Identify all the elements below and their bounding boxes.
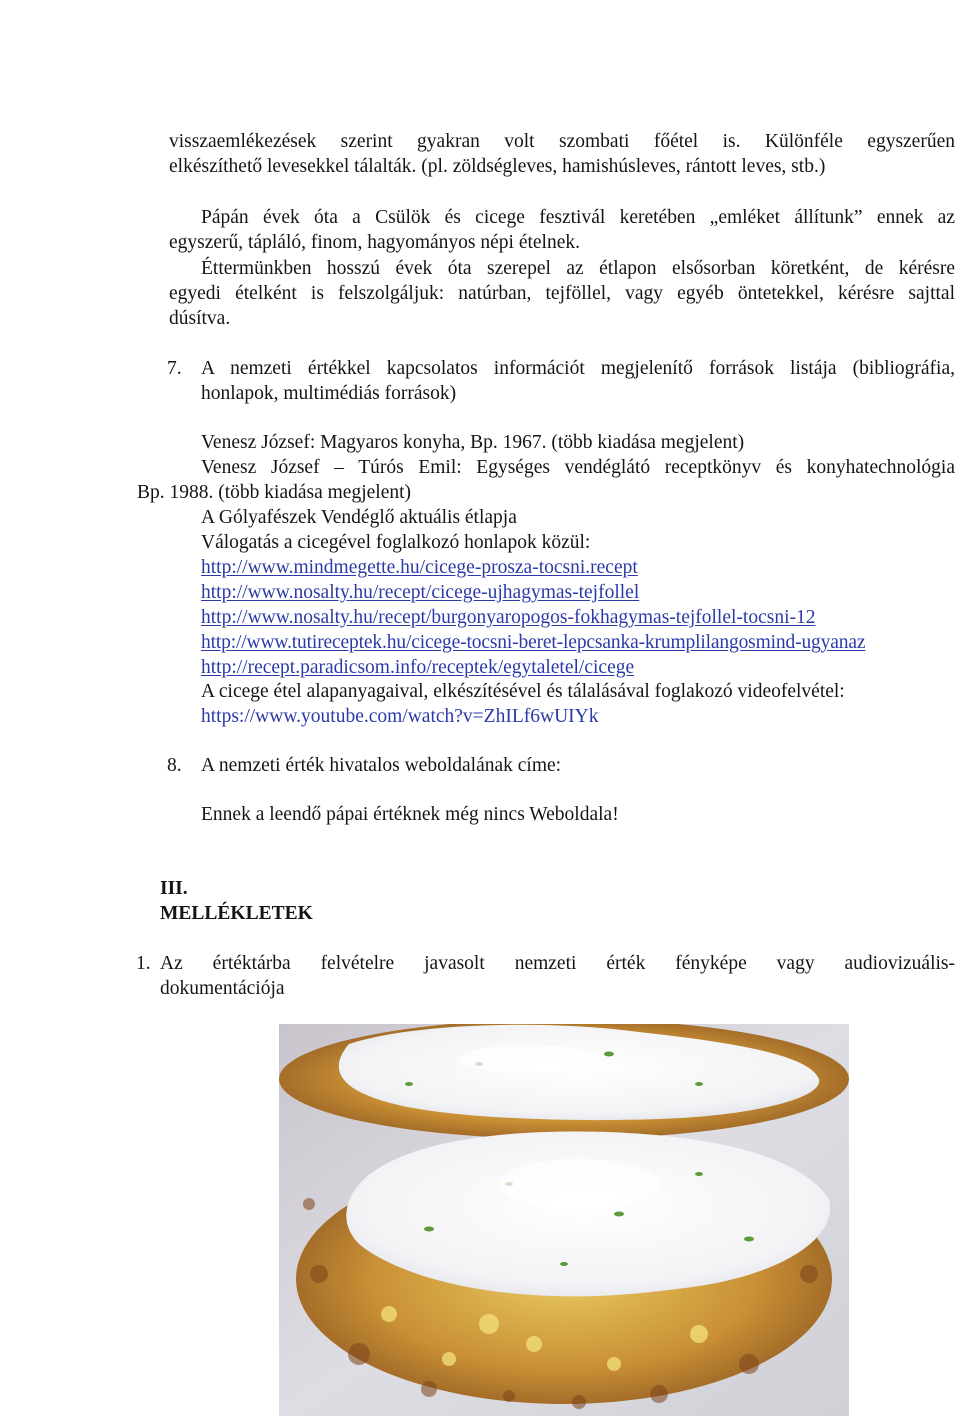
section-3-heading: MELLÉKLETEK <box>160 903 313 924</box>
video-link[interactable]: https://www.youtube.com/watch?v=ZhILf6wUIYk <box>201 706 599 727</box>
video-label: A cicege étel alapanyagaival, elkészítésével és tálalásával foglakozó videofelvétel: <box>201 681 845 702</box>
link-tutireceptek[interactable]: http://www.tutireceptek.hu/cicege-tocsni-beret-lepcsanka-krumplilangosmind-ugyanaz <box>201 632 866 653</box>
attachment-1-line-1: Az értéktárba felvételre javasolt nemzeti érték fényképe vagy audiovizuális- <box>160 953 955 974</box>
section-7-title-line-1: A nemzeti értékkel kapcsolatos információt megjelenítő források listája (bibliográfia, <box>201 358 955 379</box>
reference-item: Venesz József: Magyaros konyha, Bp. 1967. (több kiadása megjelent) <box>201 432 745 453</box>
section-7-title-line-2: honlapok, multimédiás források) <box>201 383 457 404</box>
food-photo <box>279 1024 849 1416</box>
link-nosalty-burgonyaropogos[interactable]: http://www.nosalty.hu/recept/burgonyaropogos-fokhagymas-tejfollel-tocsni-12 <box>201 607 816 628</box>
reference-item: Venesz József – Túrós Emil: Egységes vendéglátó receptkönyv és konyhatechnológia <box>201 457 955 478</box>
link-mindmegette[interactable]: http://www.mindmegette.hu/cicege-prosza-tocsni.recept <box>201 557 638 578</box>
papa-line-2: egyszerű, tápláló, finom, hagyományos népi ételnek. <box>169 232 581 253</box>
section-7-number: 7. <box>167 358 182 379</box>
attachment-1-number: 1. <box>136 953 151 974</box>
link-nosalty-ujhagymas[interactable]: http://www.nosalty.hu/recept/cicege-ujhagymas-tejfollel <box>201 582 640 603</box>
restaurant-line-1: Éttermünkben hosszú évek óta szerepel az étlapon elsősorban köretként, de kérésre <box>201 258 955 279</box>
restaurant-line-2: egyedi ételként is felszolgáljuk: natúrban, tejföllel, vagy egyéb öntetekkel, kérésre sajttal <box>169 283 955 304</box>
intro-line-2: elkészíthető levesekkel tálalták. (pl. zöldségleves, hamishúsleves, rántott leves, stb.) <box>169 156 826 177</box>
intro-line-1: visszaemlékezések szerint gyakran volt szombati főétel is. Különféle egyszerűen <box>169 131 955 152</box>
section-3-numeral: III. <box>160 878 188 899</box>
link-paradicsom[interactable]: http://recept.paradicsom.info/receptek/egytaletel/cicege <box>201 657 635 678</box>
reference-item: Válogatás a cicegével foglalkozó honlapok közül: <box>201 532 591 553</box>
section-8-number: 8. <box>167 755 182 776</box>
attachment-1-line-2: dokumentációja <box>160 978 285 999</box>
reference-item: A Gólyafészek Vendéglő aktuális étlapja <box>201 507 517 528</box>
restaurant-line-3: dúsítva. <box>169 308 231 329</box>
section-8-title: A nemzeti érték hivatalos weboldalának címe: <box>201 755 562 776</box>
section-8-text: Ennek a leendő pápai értéknek még nincs Weboldala! <box>201 804 619 825</box>
reference-item: Bp. 1988. (több kiadása megjelent) <box>137 482 412 503</box>
lower-sour-cream <box>346 1132 830 1297</box>
papa-line-1: Pápán évek óta a Csülök és cicege fesztivál keretében „emléket állítunk” ennek az <box>201 207 955 228</box>
